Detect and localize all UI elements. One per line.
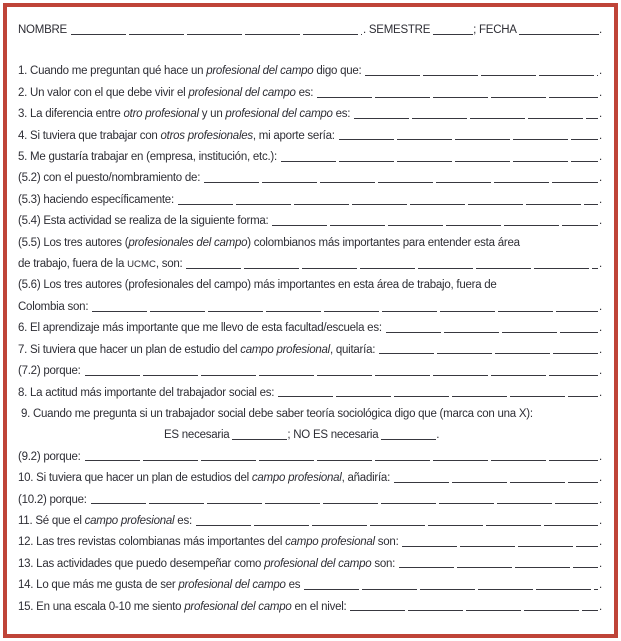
answer-fill-line	[281, 152, 598, 162]
line-text: .	[436, 429, 440, 442]
line-text: (5.6) Los tres autores (profesionales del campo) más importantes en esta área de trabajo, fuera de	[18, 279, 497, 292]
answer-fill-line	[399, 559, 598, 569]
line-text: son:	[371, 557, 399, 570]
line-text: y un	[198, 108, 226, 121]
row-q10	[18, 468, 602, 489]
row-q6	[18, 318, 602, 339]
line-text: 3. La diferencia entre	[18, 108, 124, 121]
line-text: 15. En una escala 0-10 me siento	[18, 600, 185, 613]
row-q5-6-cont	[18, 297, 602, 318]
line-text: profesional del campo	[206, 65, 314, 78]
line-text: campo profesional	[84, 514, 175, 527]
line-text: .	[599, 472, 602, 485]
line-text: 14. Lo que más me gusta de ser	[18, 579, 179, 592]
line-text: UCMC	[127, 259, 156, 271]
answer-fill-line	[92, 302, 598, 312]
answer-fill-line	[91, 495, 598, 505]
row-q11	[18, 511, 602, 532]
line-text: ; NO ES necesaria	[287, 429, 382, 442]
line-text: .	[599, 258, 602, 271]
line-text: es:	[332, 108, 354, 121]
line-text: otros profesionales	[160, 129, 253, 142]
row-q13	[18, 554, 602, 575]
row-q5	[18, 147, 602, 168]
answer-fill-line	[196, 516, 598, 526]
answer-fill-line	[85, 366, 599, 376]
line-text: campo profesional	[240, 343, 330, 356]
row-q4	[18, 126, 602, 147]
line-text: son:	[374, 536, 402, 549]
line-text: (7.2) porque:	[18, 365, 84, 378]
line-text: (5.3) haciendo específicamente:	[18, 193, 177, 206]
line-text: , mi aporte sería:	[252, 129, 338, 142]
line-text: digo que:	[313, 65, 365, 78]
row-q14	[18, 575, 602, 596]
line-text: 1. Cuando me preguntan qué hace un	[18, 65, 207, 78]
row-q9-2	[18, 447, 602, 468]
line-text: ; FECHA	[473, 24, 520, 36]
line-text: profesional del campo	[225, 108, 333, 121]
line-text: .	[599, 600, 602, 613]
line-text: , añadiría:	[341, 472, 393, 485]
line-text: profesional del campo	[184, 600, 292, 613]
answer-fill-line	[386, 323, 598, 333]
row-q5-6	[18, 275, 602, 296]
line-text: es	[285, 579, 304, 592]
row-q8	[18, 383, 602, 404]
row-q5-5-cont	[18, 254, 602, 275]
line-text: .	[599, 151, 602, 164]
form-body	[18, 20, 602, 618]
line-text: .	[599, 172, 602, 185]
line-text: .	[599, 450, 602, 463]
answer-fill-line	[204, 173, 598, 183]
row-q15	[18, 597, 602, 618]
line-text: profesional del campo	[264, 557, 372, 570]
answer-fill-line	[339, 131, 598, 141]
line-text: .	[599, 108, 602, 121]
line-text: (9.2) porque:	[18, 450, 84, 463]
row-q7-2	[18, 361, 602, 382]
answer-blank-line	[433, 24, 473, 35]
line-text: 11. Sé que el	[18, 514, 85, 527]
line-text: .	[599, 215, 602, 228]
answer-fill-line	[394, 473, 598, 483]
line-text: es:	[295, 86, 317, 99]
line-text: .	[599, 322, 602, 335]
line-text: NOMBRE	[18, 24, 70, 36]
answer-fill-line	[350, 602, 598, 612]
line-text: campo profesional	[285, 536, 375, 549]
answer-blank-line	[519, 24, 599, 35]
line-text: .	[599, 514, 602, 527]
row-q2	[18, 83, 602, 104]
line-text: 4. Si tuviera que trabajar con	[18, 129, 161, 142]
line-text: profesional del campo	[188, 86, 296, 99]
line-text: profesionales del campo	[128, 236, 248, 249]
answer-fill-line	[379, 345, 598, 355]
row-q9	[18, 404, 602, 425]
line-text: otro profesional	[123, 108, 199, 121]
line-text: Colombia son:	[18, 300, 92, 313]
answer-fill-line	[178, 195, 598, 205]
line-text: 10. Si tuviera que hacer un plan de estudios del	[18, 472, 252, 485]
line-text: .	[599, 86, 602, 99]
answer-fill-line	[85, 452, 599, 462]
answer-blank-line	[381, 429, 436, 440]
line-text: .	[599, 365, 602, 378]
line-text: ES necesaria	[164, 429, 233, 442]
line-text: .	[599, 536, 602, 549]
form-frame	[3, 3, 618, 638]
line-text: 9. Cuando me pregunta si un trabajador social debe saber teoría sociológica digo que (marca con una X):	[18, 407, 533, 420]
row-q9-answer	[18, 425, 602, 446]
line-text: (10.2) porque:	[18, 493, 90, 506]
answer-fill-line	[278, 388, 598, 398]
line-text: .	[599, 300, 602, 313]
answer-blank-line	[232, 429, 287, 440]
row-q1	[18, 61, 602, 82]
line-text: (5.5) Los tres autores (	[18, 236, 129, 249]
row-q12	[18, 532, 602, 553]
line-text: de trabajo, fuera de la	[18, 258, 128, 271]
line-text: .	[599, 343, 602, 356]
line-text: .	[599, 65, 602, 78]
row-q3	[18, 104, 602, 125]
row-q5-2	[18, 168, 602, 189]
answer-fill-line	[71, 25, 362, 35]
line-text: ) colombianos más importantes para entender esta área	[247, 236, 520, 249]
row-q5-5	[18, 233, 602, 254]
line-text: .	[599, 129, 602, 142]
line-text: 5. Me gustaría trabajar en (empresa, institución, etc.):	[18, 151, 280, 164]
line-text: en el nivel:	[291, 600, 350, 613]
line-text: 12. Las tres revistas colombianas más importantes del	[18, 536, 286, 549]
line-text: campo profesional	[251, 472, 342, 485]
row-header	[18, 20, 602, 41]
row-q5-4	[18, 211, 602, 232]
row-q7	[18, 340, 602, 361]
answer-fill-line	[272, 216, 598, 226]
line-text: .	[599, 493, 602, 506]
line-text: profesional del campo	[178, 579, 286, 592]
line-text: 7. Si tuviera que hacer un plan de estudio del	[18, 343, 241, 356]
line-text: , son:	[155, 258, 186, 271]
line-text: (5.2) con el puesto/nombramiento de:	[18, 172, 204, 185]
answer-fill-line	[304, 580, 598, 590]
answer-fill-line	[354, 109, 598, 119]
answer-fill-line	[365, 66, 598, 76]
line-text: .	[599, 557, 602, 570]
line-text: 2. Un valor con el que debe vivir el	[18, 86, 189, 99]
row-q10-2	[18, 490, 602, 511]
line-text: 6. El aprendizaje más importante que me llevo de esta facultad/escuela es:	[18, 322, 385, 335]
row-q5-3	[18, 190, 602, 211]
answer-fill-line	[402, 537, 598, 547]
answer-fill-line	[317, 88, 598, 98]
line-text: .	[599, 24, 602, 36]
line-text: .	[599, 579, 602, 592]
line-text: (5.4) Esta actividad se realiza de la siguiente forma:	[18, 215, 272, 228]
line-text: es:	[174, 514, 195, 527]
answer-fill-line	[186, 259, 598, 269]
line-text: .	[599, 386, 602, 399]
line-text: 13. Las actividades que puedo desempeñar como	[18, 557, 265, 570]
line-text: .	[599, 193, 602, 206]
line-text: , quitaría:	[329, 343, 379, 356]
line-text: 8. La actitud más importante del trabajador social es:	[18, 386, 278, 399]
line-text: . SEMESTRE	[363, 24, 434, 36]
